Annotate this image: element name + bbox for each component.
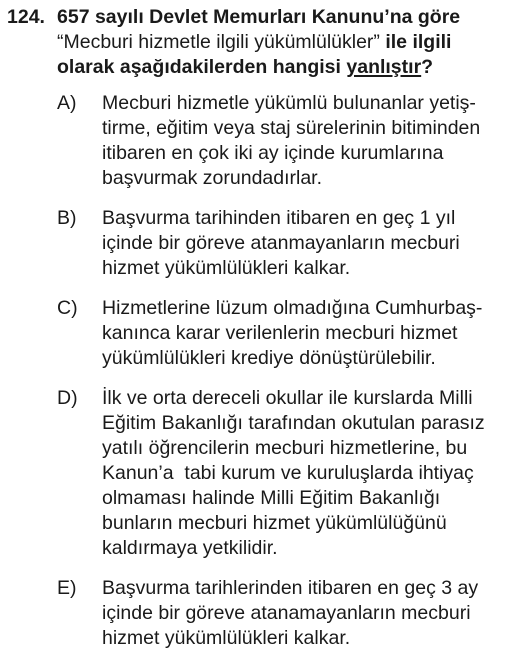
option-e-letter: E) — [57, 577, 77, 599]
option-d-line-3: yatılı öğrencilerin mecburi hizmetlerine, bu — [102, 437, 468, 459]
question-line-3-part-1: olarak aşağıdakilerden hangisi — [57, 56, 347, 78]
question-keyword-underlined: yanlıştır — [346, 56, 422, 78]
question-line-1-part-1: 657 sayılı Devlet Memurları Kanunu’na göre — [57, 6, 461, 28]
option-c-line-2: kanınca karar verilenlerin mecburi hizmet — [102, 322, 458, 344]
option-e[interactable] — [7, 576, 503, 651]
option-e-text — [102, 576, 503, 651]
option-c-line-1: Hizmetlerine lüzum olmadığına Cumhurbaş- — [102, 297, 483, 319]
option-b-text — [102, 206, 503, 281]
option-b-line-2: içinde bir göreve atanmayanların mecburi — [102, 232, 460, 254]
option-a-line-2: tirme, eğitim veya staj sürelerinin bitiminden — [102, 117, 481, 139]
options-list — [7, 91, 503, 651]
question-header — [7, 5, 503, 80]
question-line-1 — [57, 5, 503, 30]
option-d[interactable] — [7, 386, 503, 561]
option-d-line-5: olmaması halinde Milli Eğitim Bakanlığı — [102, 487, 441, 509]
option-a-line-1: Mecburi hizmetle yükümlü bulunanlar yetiş- — [102, 92, 476, 114]
option-c-text — [102, 296, 503, 371]
option-b[interactable] — [7, 206, 503, 281]
option-c-letter: C) — [57, 297, 78, 319]
option-e-line-1: Başvurma tarihlerinden itibaren en geç 3 ay — [102, 577, 479, 599]
option-d-line-6: bunların mecburi hizmet yükümlülüğünü — [102, 512, 447, 534]
option-d-text — [102, 386, 503, 561]
question-line-3-part-3: ? — [421, 56, 434, 78]
option-a-line-3: itibaren en çok iki ay içinde kurumlarına — [102, 142, 444, 164]
option-d-letter: D) — [57, 387, 78, 409]
option-e-line-3: hizmet yükümlülükleri kalkar. — [102, 627, 351, 649]
question-block — [7, 5, 503, 666]
option-d-line-1: İlk ve orta dereceli okullar ile kurslarda Milli — [102, 387, 473, 409]
question-line-2 — [57, 30, 503, 55]
question-line-2-part-1: “Mecburi hizmetle ilgili yükümlülükler” — [57, 31, 386, 53]
option-d-line-2: Eğitim Bakanlığı tarafından okutulan parasız — [102, 412, 485, 434]
option-b-letter: B) — [57, 207, 77, 229]
question-line-3 — [57, 55, 503, 80]
option-a-text — [102, 91, 503, 191]
option-b-line-3: hizmet yükümlülükleri kalkar. — [102, 257, 351, 279]
option-c[interactable] — [7, 296, 503, 371]
option-a-letter: A) — [57, 92, 77, 114]
option-b-line-1: Başvurma tarihinden itibaren en geç 1 yıl — [102, 207, 456, 229]
question-stem — [57, 5, 503, 80]
option-a-line-4: başvurmak zorundadırlar. — [102, 167, 323, 189]
option-c-line-3: yükümlülükleri krediye dönüştürülebilir. — [102, 347, 436, 369]
option-d-line-7: kaldırmaya yetkilidir. — [102, 537, 278, 559]
question-number: 124. — [7, 6, 45, 28]
option-a[interactable] — [7, 91, 503, 191]
question-line-2-part-2: ile ilgili — [385, 31, 452, 53]
option-d-line-4: Kanun’a tabi kurum ve kuruluşlarda ihtiyaç — [102, 462, 474, 484]
option-e-line-2: içinde bir göreve atanamayanların mecburi — [102, 602, 471, 624]
